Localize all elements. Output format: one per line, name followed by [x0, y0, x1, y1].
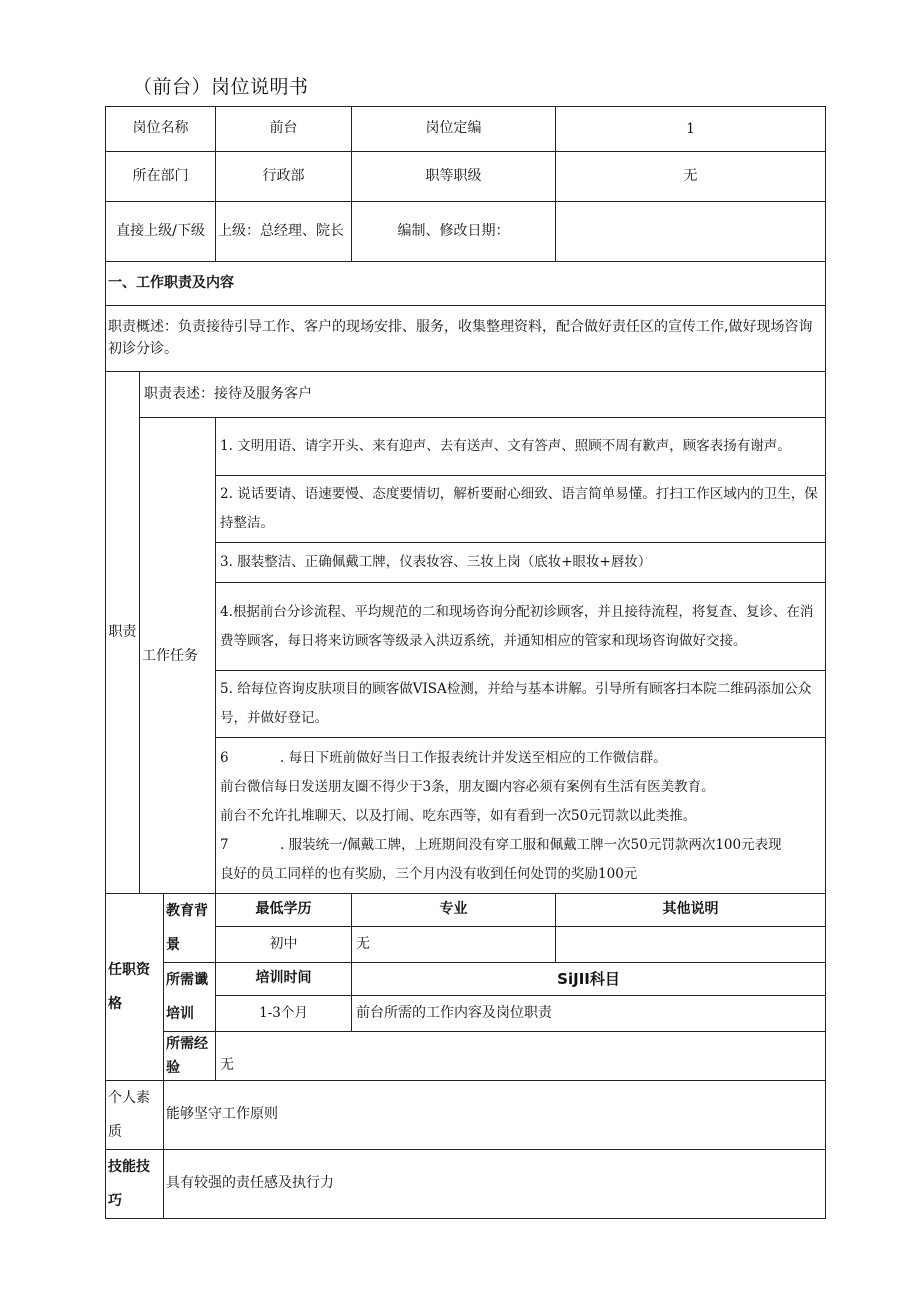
personal-value: 能够坚守工作原则	[164, 1081, 826, 1150]
reporting-label: 直接上级/下级	[106, 202, 216, 262]
duty-label: 职责	[106, 372, 140, 894]
headcount-value: 1	[556, 107, 826, 152]
task-item-3: 3. 服装整洁、正确佩戴工牌，仪表妆容、三妆上岗（底妆+眼妆+唇妆）	[216, 543, 826, 583]
min-edu-value: 初中	[216, 927, 352, 963]
job-description-table	[105, 106, 825, 1219]
other-value	[556, 927, 826, 963]
duty-overview: 职责概述：负责接待引导工作、客户的现场安排、服务，收集整理资料，配合做好责任区的宣传工作,做好现场咨询初诊分诊。	[106, 306, 826, 372]
department-value: 行政部	[216, 152, 352, 202]
experience-label: 所需经验	[164, 1032, 216, 1081]
major-value: 无	[352, 927, 556, 963]
task-label: 工作任务	[140, 418, 216, 894]
section-duties-title: 一、工作职责及内容	[106, 262, 826, 306]
skills-value: 具有较强的责任感及执行力	[164, 1150, 826, 1219]
position-name-value: 前台	[216, 107, 352, 152]
skills-label: 技能技巧	[106, 1150, 164, 1219]
headcount-label: 岗位定编	[352, 107, 556, 152]
grade-value: 无	[556, 152, 826, 202]
department-label: 所在部门	[106, 152, 216, 202]
task-6-line-2: 前台微信每日发送朋友圈不得少于3条，朋友圈内容必须有案例有生活有医美教育。	[220, 779, 715, 795]
task-item-6-7	[216, 738, 826, 894]
qualification-label: 任职资格	[106, 894, 164, 1081]
grade-label: 职等职级	[352, 152, 556, 202]
task-7-line-2: 良好的员工同样的也有奖励，三个月内没有收到任何处罚的奖励100元	[220, 866, 638, 882]
task-item-5: 5. 给每位咨询皮肤项目的顾客做VISA检测，并给与基本讲解。引导所有顾客扫本院二维码添加公众号，并做好登记。	[216, 671, 826, 738]
task-7-number: 7	[220, 837, 229, 853]
edit-date-value	[556, 202, 826, 262]
task-6-line-3: 前台不允许扎堆聊天、以及打闹、吃东西等，如有看到一次50元罚款以此类推。	[220, 808, 697, 824]
reporting-value: 上级：总经理、院长	[216, 202, 352, 262]
major-header: 专业	[352, 894, 556, 927]
training-time-header: 培训时间	[216, 963, 352, 996]
task-7-line-1: . 服装统一/佩戴工牌，上班期间没有穿工服和佩戴工牌一次50元罚款两次100元表现	[280, 837, 782, 853]
task-item-2: 2. 说话要请、语速要慢、态度要情切，解析要耐心细致、语言简单易懂。打扫工作区域内的卫生，保持整洁。	[216, 476, 826, 543]
min-edu-header: 最低学历	[216, 894, 352, 927]
training-label: 所需谶培训	[164, 963, 216, 1032]
other-header: 其他说明	[556, 894, 826, 927]
duty-statement: 职责表述：接待及服务客户	[140, 372, 826, 418]
training-subject-value: 前台所需的工作内容及岗位职责	[352, 996, 826, 1032]
task-item-1: 1. 文明用语、请字开头、来有迎声、去有送声、文有答声、照顾不周有歉声，顾客表扬有谢声。	[216, 418, 826, 476]
education-label: 教育背景	[164, 894, 216, 963]
position-name-label: 岗位名称	[106, 107, 216, 152]
task-item-4: 4.根据前台分诊流程、平均规范的二和现场咨询分配初诊顾客，并且接待流程，将复查、复诊、在消费等顾客，每日将来访顾客等级录入洪迈系统，并通知相应的管家和现场咨询做好交接。	[216, 583, 826, 671]
personal-label: 个人素质	[106, 1081, 164, 1150]
task-6-number: 6	[220, 750, 229, 766]
training-time-value: 1-3个月	[216, 996, 352, 1032]
training-subject-header: SiJII科目	[352, 963, 826, 996]
task-6-line-1: . 每日下班前做好当日工作报表统计并发送至相应的工作微信群。	[280, 750, 667, 766]
edit-date-label: 编制、修改日期：	[352, 202, 556, 262]
page-title: （前台）岗位说明书	[133, 76, 309, 98]
experience-value: 无	[216, 1032, 826, 1081]
